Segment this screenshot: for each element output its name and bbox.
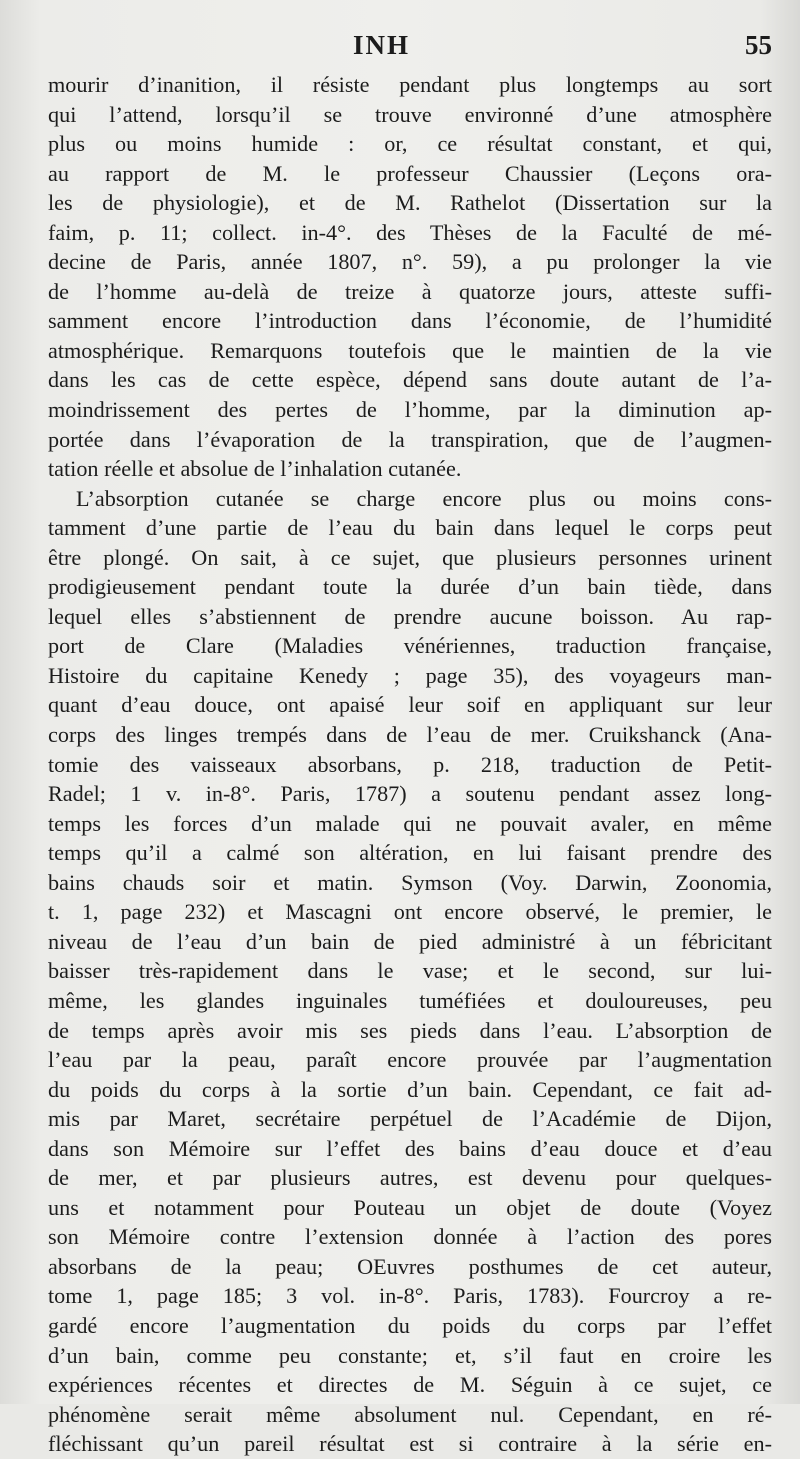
text-line: moindrissement des pertes de l’homme, par la diminution ap- — [48, 397, 772, 423]
text-line: portée dans l’évaporation de la transpiration, que de l’augmen- — [48, 426, 772, 452]
text-line: dans son Mémoire sur l’effet des bains d’eau douce et d’eau — [48, 1135, 772, 1161]
text-line: même, les glandes inguinales tuméfiées et douloureuses, peu — [48, 987, 772, 1013]
text-line: absorbans de la peau; OEuvres posthumes de cet auteur, — [48, 1253, 772, 1279]
text-line: les de physiologie), et de M. Rathelot (Dissertation sur la — [48, 190, 772, 216]
page-header — [0, 30, 800, 70]
text-line: dans les cas de cette espèce, dépend sans doute autant de l’a- — [48, 367, 772, 393]
text-line: Histoire du capitaine Kenedy ; page 35), des voyageurs man- — [48, 662, 772, 688]
text-line: tation réelle et absolue de l’inhalation cutanée. — [48, 456, 462, 482]
text-line: qui l’attend, lorsqu’il se trouve environné d’une atmosphère — [48, 101, 772, 127]
text-line: lequel elles s’abstiennent de prendre aucune boisson. Au rap- — [48, 603, 772, 629]
text-line: l’eau par la peau, paraît encore prouvée par l’augmentation — [48, 1047, 772, 1073]
text-line: de l’homme au-delà de treize à quatorze jours, atteste suffi- — [48, 278, 772, 304]
text-line: fléchissant qu’un pareil résultat est si contraire à la série en- — [48, 1431, 772, 1457]
running-head: INH — [353, 30, 411, 60]
text-line: t. 1, page 232) et Mascagni ont encore observé, le premier, le — [48, 899, 772, 925]
text-line: au rapport de M. le professeur Chaussier (Leçons ora- — [48, 160, 772, 186]
text-line: tome 1, page 185; 3 vol. in-8°. Paris, 1783). Fourcroy a re- — [48, 1283, 772, 1309]
text-line: de temps après avoir mis ses pieds dans l’eau. L’absorption de — [48, 1017, 772, 1043]
text-line: tamment d’une partie de l’eau du bain dans lequel le corps peut — [48, 515, 772, 541]
text-line: gardé encore l’augmentation du poids du corps par l’effet — [48, 1312, 772, 1338]
text-line: phénomène serait même absolument nul. Cependant, en ré- — [48, 1401, 772, 1427]
text-line: Radel; 1 v. in-8°. Paris, 1787) a soutenu pendant assez long- — [48, 781, 772, 807]
page-number: 55 — [745, 30, 772, 60]
text-line: d’un bain, comme peu constante; et, s’il faut en croire les — [48, 1342, 772, 1368]
text-line: son Mémoire contre l’extension donnée à l’action des pores — [48, 1224, 772, 1250]
text-line: faim, p. 11; collect. in-4°. des Thèses de la Faculté de mé- — [48, 219, 772, 245]
text-line: temps qu’il a calmé son altération, en lui faisant prendre des — [48, 840, 772, 866]
text-line: expériences récentes et directes de M. Séguin à ce sujet, ce — [48, 1372, 772, 1398]
body-text — [48, 70, 772, 1459]
text-line: plus ou moins humide : or, ce résultat constant, et qui, — [48, 131, 772, 157]
text-line: atmosphérique. Remarquons toutefois que le maintien de la vie — [48, 337, 772, 363]
text-line: de mer, et par plusieurs autres, est devenu pour quelques- — [48, 1165, 772, 1191]
text-line: mourir d’inanition, il résiste pendant plus longtemps au sort — [48, 72, 772, 97]
text-line: temps les forces d’un malade qui ne pouvait avaler, en même — [48, 810, 772, 836]
text-line: tomie des vaisseaux absorbans, p. 218, traduction de Petit- — [48, 751, 772, 777]
text-line: mis par Maret, secrétaire perpétuel de l’Académie de Dijon, — [48, 1106, 772, 1132]
text-line: bains chauds soir et matin. Symson (Voy. Darwin, Zoonomia, — [48, 869, 772, 895]
text-line: prodigieusement pendant toute la durée d’un bain tiède, dans — [48, 574, 772, 600]
text-line: du poids du corps à la sortie d’un bain. Cependant, ce fait ad- — [48, 1076, 772, 1102]
text-line: port de Clare (Maladies vénériennes, traduction française, — [48, 633, 772, 659]
text-line: niveau de l’eau d’un bain de pied administré à un fébricitant — [48, 928, 772, 954]
text-line: decine de Paris, année 1807, n°. 59), a pu prolonger la vie — [48, 249, 772, 275]
text-line: samment encore l’introduction dans l’économie, de l’humidité — [48, 308, 772, 334]
text-line: baisser très-rapidement dans le vase; et le second, sur lui- — [48, 958, 772, 984]
text-line: uns et notamment pour Pouteau un objet de doute (Voyez — [48, 1194, 772, 1220]
text-line: quant d’eau douce, ont apaisé leur soif en appliquant sur leur — [48, 692, 772, 718]
text-line: L’absorption cutanée se charge encore plus ou moins cons- — [76, 485, 772, 511]
text-line: corps des linges trempés dans de l’eau de mer. Cruikshanck (Ana- — [48, 722, 772, 748]
text-line: être plongé. On sait, à ce sujet, que plusieurs personnes urinent — [48, 544, 772, 570]
